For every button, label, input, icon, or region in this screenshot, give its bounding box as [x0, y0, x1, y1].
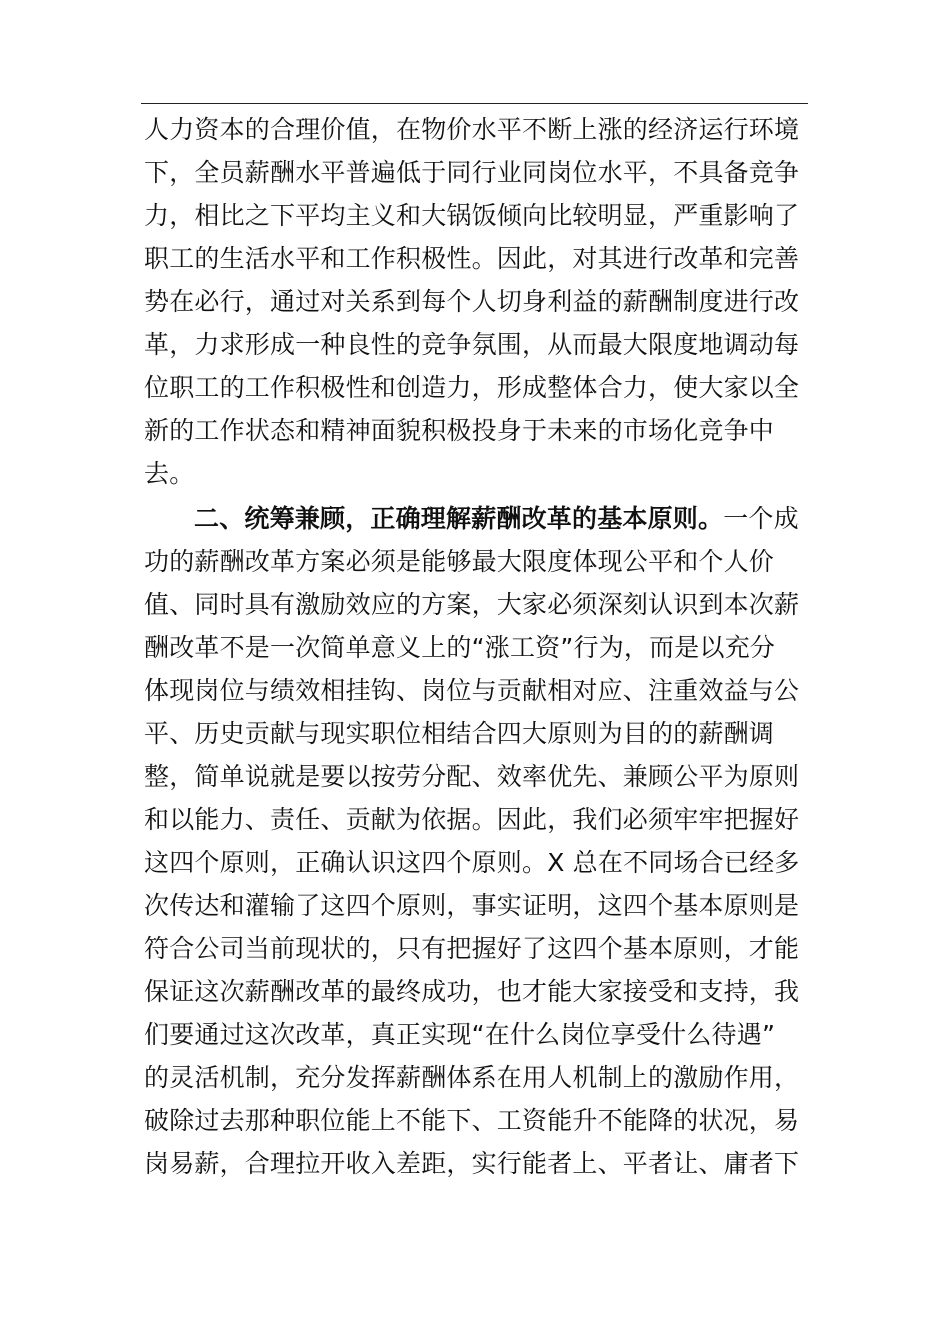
paragraph-2-line-11: 保证这次薪酬改革的最终成功，也才能大家接受和支持，我 — [144, 977, 800, 1006]
paragraph-2-line-5: 平、历史贡献与现实职位相结合四大原则为目的的薪酬调 — [144, 719, 775, 748]
paragraph-2-line-1: 功的薪酬改革方案必须是能够最大限度体现公平和个人价 — [144, 547, 775, 576]
paragraph-2-line-13: 的灵活机制，充分发挥薪酬体系在用人机制上的激励作用， — [144, 1063, 800, 1092]
paragraph-1-line-1: 人力资本的合理价值，在物价水平不断上涨的经济运行环境 — [144, 115, 800, 144]
paragraph-2-line-3: 酬改革不是一次简单意义上的“涨工资”行为，而是以充分 — [144, 633, 776, 662]
header-rule — [141, 103, 808, 104]
paragraph-1-line-6: 革，力求形成一种良性的竞争氛围，从而最大限度地调动每 — [144, 330, 800, 359]
section-2-first-line — [194, 497, 799, 540]
paragraph-2-line-12: 们要通过这次改革，真正实现“在什么岗位享受什么待遇” — [144, 1020, 776, 1049]
paragraph-2-line-14: 破除过去那种职位能上不能下、工资能升不能降的状况，易 — [144, 1106, 800, 1135]
paragraph-2-line-4: 体现岗位与绩效相挂钩、岗位与贡献相对应、注重效益与公 — [144, 676, 800, 705]
paragraph-1-line-7: 位职工的工作积极性和创造力，形成整体合力，使大家以全 — [144, 373, 800, 402]
paragraph-2-line-15: 岗易薪，合理拉开收入差距，实行能者上、平者让、庸者下 — [144, 1149, 800, 1178]
paragraph-1-line-8: 新的工作状态和精神面貌积极投身于未来的市场化竞争中 — [144, 416, 775, 445]
paragraph-1-line-2: 下，全员薪酬水平普遍低于同行业同岗位水平，不具备竞争 — [144, 158, 800, 187]
paragraph-1-line-5: 势在必行，通过对关系到每个人切身利益的薪酬制度进行改 — [144, 287, 800, 316]
paragraph-1-line-3: 力，相比之下平均主义和大锅饭倾向比较明显，严重影响了 — [144, 201, 800, 230]
paragraph-2-line-9: 次传达和灌输了这四个原则，事实证明，这四个基本原则是 — [144, 891, 800, 920]
section-2-first-line-rest: 一个成 — [723, 504, 799, 533]
paragraph-1-line-9: 去。 — [144, 459, 195, 488]
section-2-heading: 二、统筹兼顾，正确理解薪酬改革的基本原则。 — [194, 504, 724, 533]
paragraph-2-line-6: 整，简单说就是要以按劳分配、效率优先、兼顾公平为原则 — [144, 762, 800, 791]
paragraph-2-line-8: 这四个原则，正确认识这四个原则。X 总在不同场合已经多 — [144, 848, 800, 877]
paragraph-2-line-2: 值、同时具有激励效应的方案，大家必须深刻认识到本次薪 — [144, 590, 800, 619]
paragraph-1-line-4: 职工的生活水平和工作积极性。因此，对其进行改革和完善 — [144, 244, 800, 273]
paragraph-2-line-10: 符合公司当前现状的，只有把握好了这四个基本原则，才能 — [144, 934, 800, 963]
paragraph-2-line-7: 和以能力、责任、贡献为依据。因此，我们必须牢牢把握好 — [144, 805, 800, 834]
